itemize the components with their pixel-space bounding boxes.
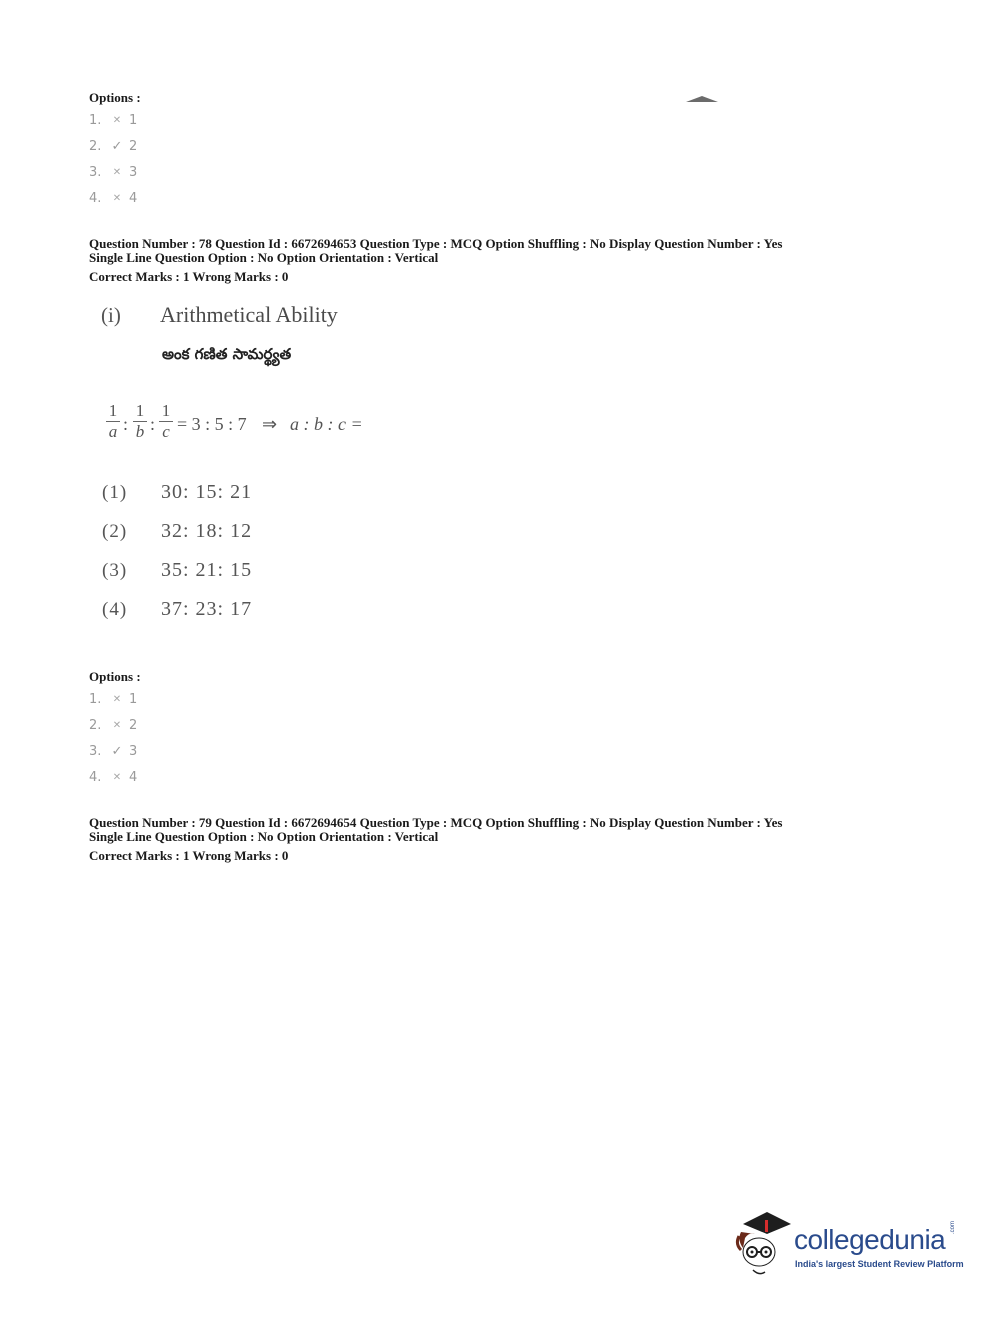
logo-dotcom: .com <box>950 1220 956 1234</box>
choice-number: (1) <box>102 482 128 503</box>
option-row-1 <box>89 112 137 128</box>
option-value: 2 <box>129 138 138 154</box>
option-value: 2 <box>129 717 138 733</box>
fraction-numerator: 1 <box>108 401 118 420</box>
option-row-4 <box>89 190 137 206</box>
choice-value: 37: 23: 17 <box>161 598 253 620</box>
marks-line: Correct Marks : 1 Wrong Marks : 0 <box>89 848 289 863</box>
marks-line: Correct Marks : 1 Wrong Marks : 0 <box>89 269 289 284</box>
scroll-up-icon[interactable] <box>686 96 718 102</box>
option-value: 4 <box>129 769 138 785</box>
option-row-2 <box>89 717 137 733</box>
options-heading: Options : <box>89 669 141 684</box>
choice-value: 30: 15: 21 <box>161 481 253 503</box>
choice-number: (2) <box>102 521 128 542</box>
question-meta-line: Single Line Question Option : No Option Orientation : Vertical <box>89 829 439 844</box>
wrong-mark-icon: ✕ <box>112 771 122 783</box>
wrong-mark-icon: ✕ <box>112 192 122 204</box>
logo-tagline: India's largest Student Review Platform <box>795 1259 964 1269</box>
ratio-unknown: a : b : c = <box>290 414 363 434</box>
section-title: Arithmetical Ability <box>160 302 338 327</box>
option-number: 2. <box>89 717 102 733</box>
collegedunia-logo[interactable] <box>735 1210 965 1280</box>
option-value: 1 <box>129 691 138 707</box>
section-title-telugu: అంక గణిత సామర్థ్యత <box>162 345 292 363</box>
wrong-mark-icon: ✕ <box>112 114 122 126</box>
fraction-numerator: 1 <box>135 401 145 420</box>
fraction-1-over-c <box>159 402 173 441</box>
question-meta-line: Question Number : 79 Question Id : 6672694654 Question Type : MCQ Option Shuffling : No Display Question Number : Yes <box>89 815 783 830</box>
fraction-denominator: b <box>135 422 145 441</box>
option-value: 3 <box>129 164 138 180</box>
option-row-3 <box>89 164 137 180</box>
choice-value: 35: 21: 15 <box>161 559 253 581</box>
option-value: 1 <box>129 112 138 128</box>
fraction-denominator: c <box>162 422 170 441</box>
option-number: 4. <box>89 769 102 785</box>
option-number: 3. <box>89 164 102 180</box>
ratio-value: = 3 : 5 : 7 <box>177 414 247 434</box>
choice-value: 32: 18: 12 <box>161 520 253 542</box>
option-row-1 <box>89 691 137 707</box>
fraction-numerator: 1 <box>161 401 171 420</box>
option-number: 3. <box>89 743 102 759</box>
option-number: 1. <box>89 691 102 707</box>
option-value: 4 <box>129 190 138 206</box>
fraction-denominator: a <box>108 422 118 441</box>
ratio-colon: : <box>150 414 156 434</box>
option-row-2 <box>89 138 137 154</box>
section-roman-numeral: (i) <box>101 303 121 327</box>
choice-number: (4) <box>102 599 128 620</box>
option-number: 2. <box>89 138 102 154</box>
logo-wordmark: collegedunia <box>794 1224 946 1255</box>
fraction-1-over-a <box>106 402 120 441</box>
option-row-4 <box>89 769 137 785</box>
wrong-mark-icon: ✕ <box>112 166 122 178</box>
wrong-mark-icon: ✕ <box>112 719 122 731</box>
fraction-1-over-b <box>133 402 147 441</box>
choice-number: (3) <box>102 560 128 581</box>
question-meta-line: Single Line Question Option : No Option Orientation : Vertical <box>89 250 439 265</box>
correct-tick-icon: ✓ <box>111 138 123 154</box>
option-number: 4. <box>89 190 102 206</box>
option-value: 3 <box>129 743 138 759</box>
student-mascot-icon <box>735 1210 793 1280</box>
option-number: 1. <box>89 112 102 128</box>
ratio-colon: : <box>123 414 129 434</box>
options-heading: Options : <box>89 90 141 105</box>
correct-tick-icon: ✓ <box>111 743 123 759</box>
option-row-3 <box>89 743 137 759</box>
implies-arrow: ⇒ <box>262 414 278 434</box>
question-meta-line: Question Number : 78 Question Id : 6672694653 Question Type : MCQ Option Shuffling : No Display Question Number : Yes <box>89 236 783 251</box>
wrong-mark-icon: ✕ <box>112 693 122 705</box>
